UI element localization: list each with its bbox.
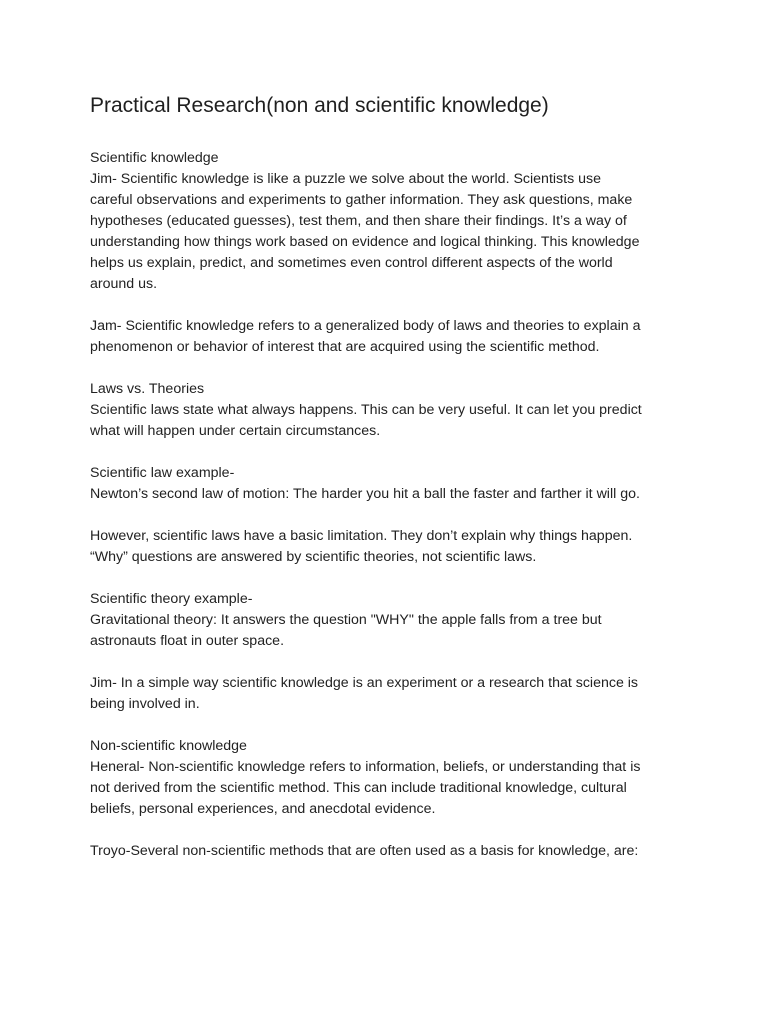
- paragraph-line: what will happen under certain circumstances.: [90, 423, 381, 439]
- section-jam-definition: [90, 316, 690, 358]
- section-troyo-methods: [90, 841, 690, 862]
- paragraph-line: Heneral- Non-scientific knowledge refers to information, beliefs, or understanding that is: [90, 759, 641, 775]
- paragraph-line: However, scientific laws have a basic limitation. They don’t explain why things happen.: [90, 528, 633, 544]
- paragraph-line: Gravitational theory: It answers the question "WHY" the apple falls from a tree but: [90, 612, 602, 628]
- section-heading: Scientific law example-: [90, 465, 235, 481]
- paragraph-line: “Why” questions are answered by scientific theories, not scientific laws.: [90, 549, 537, 565]
- paragraph-line: Scientific laws state what always happens. This can be very useful. It can let you predict: [90, 402, 642, 418]
- section-laws-vs-theories: [90, 379, 690, 442]
- paragraph-line: Jim- Scientific knowledge is like a puzzle we solve about the world. Scientists use: [90, 171, 601, 187]
- paragraph-line: not derived from the scientific method. This can include traditional knowledge, cultural: [90, 780, 627, 796]
- section-heading: Scientific theory example-: [90, 591, 253, 607]
- section-non-scientific-knowledge: [90, 736, 690, 820]
- paragraph-line: Jim- In a simple way scientific knowledge is an experiment or a research that science is: [90, 675, 639, 691]
- paragraph-line: helps us explain, predict, and sometimes even control different aspects of the world: [90, 255, 613, 271]
- section-heading: Scientific knowledge: [90, 150, 219, 166]
- section-scientific-knowledge: [90, 148, 690, 295]
- paragraph-line: being involved in.: [90, 696, 200, 712]
- paragraph-line: Newton’s second law of motion: The harder you hit a ball the faster and farther it will go.: [90, 486, 640, 502]
- section-heading: Laws vs. Theories: [90, 381, 205, 397]
- section-heading: Non-scientific knowledge: [90, 738, 247, 754]
- paragraph-line: careful observations and experiments to gather information. They ask questions, make: [90, 192, 633, 208]
- paragraph-line: around us.: [90, 276, 158, 292]
- document-title: Practical Research(non and scientific knowledge): [90, 94, 549, 117]
- paragraph-line: Troyo-Several non-scientific methods that are often used as a basis for knowledge, are:: [90, 843, 639, 859]
- section-law-limitation: [90, 526, 690, 568]
- paragraph-line: phenomenon or behavior of interest that are acquired using the scientific method.: [90, 339, 600, 355]
- document-page: [90, 92, 690, 883]
- section-theory-example: [90, 589, 690, 652]
- section-law-example: [90, 463, 690, 505]
- paragraph-line: hypotheses (educated guesses), test them, and then share their findings. It’s a way of: [90, 213, 627, 229]
- paragraph-line: astronauts float in outer space.: [90, 633, 285, 649]
- section-jim-simple: [90, 673, 690, 715]
- paragraph-line: Jam- Scientific knowledge refers to a generalized body of laws and theories to explain a: [90, 318, 641, 334]
- paragraph-line: beliefs, personal experiences, and anecdotal evidence.: [90, 801, 436, 817]
- paragraph-line: understanding how things work based on evidence and logical thinking. This knowledge: [90, 234, 640, 250]
